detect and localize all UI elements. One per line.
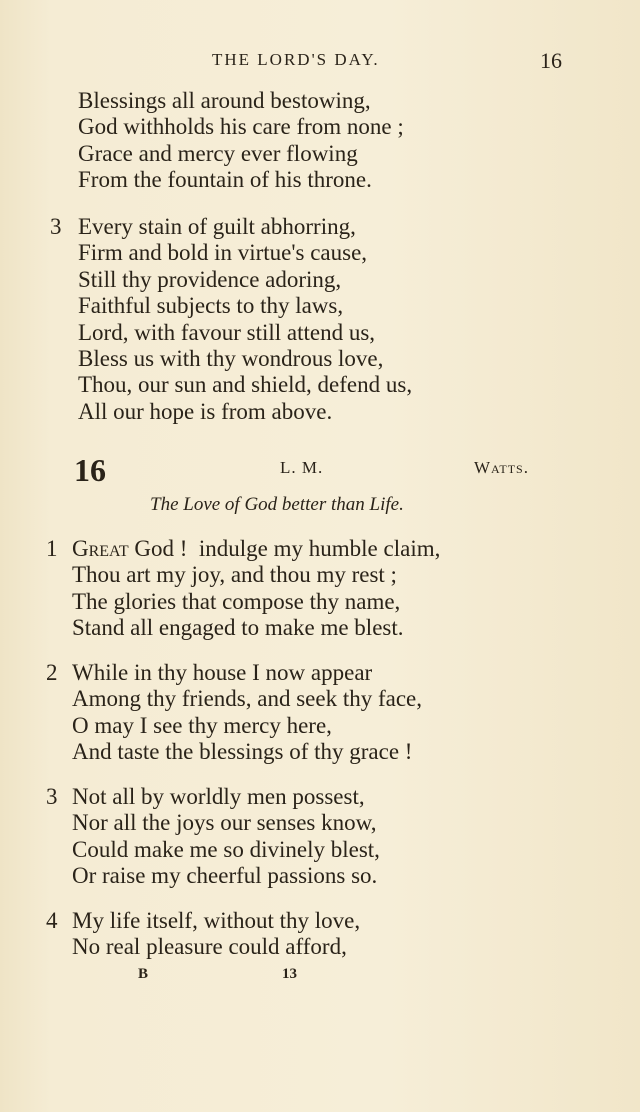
hymn-author: Watts.	[474, 458, 529, 477]
verse-line: The glories that compose thy name,	[72, 588, 401, 614]
verse-line: O may I see thy mercy here,	[72, 712, 332, 738]
stanza-3	[72, 784, 380, 890]
verse-line: Or raise my cheerful passions so.	[72, 863, 378, 889]
verse-line: Every stain of guilt abhorring,	[78, 214, 356, 239]
verse-line: Nor all the joys our senses know,	[72, 810, 377, 836]
verse-line: Stand all engaged to make me blest.	[72, 615, 404, 641]
verse-line: My life itself, without thy love,	[72, 908, 361, 933]
verse-number: 3	[50, 214, 62, 239]
verse-line: Thou, our sun and shield, defend us,	[78, 372, 413, 398]
first-word-small-caps: Great	[72, 536, 129, 561]
page-footer	[0, 966, 640, 986]
stanza-1	[72, 536, 440, 642]
page-header	[0, 48, 640, 72]
verse-line: And taste the blessings of thy grace !	[72, 739, 413, 765]
first-line-rest: God ! indulge my humble claim,	[128, 536, 441, 561]
verse-line: Could make me so divinely blest,	[72, 836, 380, 862]
verse-line: Firm and bold in virtue's cause,	[78, 240, 368, 266]
verse-line: Lord, with favour still attend us,	[78, 319, 376, 345]
verse-line-first	[72, 536, 440, 562]
verse-number: 4	[46, 908, 58, 933]
page-number: 16	[540, 48, 562, 73]
verse-line: Still thy providence adoring,	[78, 266, 342, 292]
verse-line: No real pleasure could afford,	[72, 934, 347, 960]
signature-mark: B	[138, 966, 149, 982]
verse-number: 1	[46, 536, 58, 561]
verse-line: From the fountain of his throne.	[78, 167, 372, 193]
stanza-4	[72, 908, 360, 961]
verse-line: Faithful subjects to thy laws,	[78, 293, 344, 319]
verse-number: 2	[46, 660, 58, 685]
hymn-title: The Love of God better than Life.	[150, 494, 404, 515]
verse-line: Bless us with thy wondrous love,	[78, 346, 384, 372]
hymn-number: 16	[74, 452, 106, 488]
hymn-heading	[0, 452, 640, 492]
verse-line: Blessings all around bestowing,	[78, 88, 371, 113]
verse-line: Thou art my joy, and thou my rest ;	[72, 562, 397, 588]
verse-line: All our hope is from above.	[78, 398, 333, 424]
hymn-meter: L. M.	[280, 458, 324, 477]
verse-line: Not all by worldly men possest,	[72, 784, 365, 809]
running-head: THE LORD'S DAY.	[212, 50, 380, 69]
stanza-3-previous	[78, 214, 412, 425]
footer-number: 13	[282, 966, 297, 982]
stanza-2	[72, 660, 422, 766]
verse-line: God withholds his care from none ;	[78, 114, 404, 140]
verse-number: 3	[46, 784, 58, 809]
stanza-continuation	[78, 88, 404, 194]
verse-line: While in thy house I now appear	[72, 660, 373, 685]
verse-line: Among thy friends, and seek thy face,	[72, 686, 423, 712]
verse-line: Grace and mercy ever flowing	[78, 140, 358, 166]
